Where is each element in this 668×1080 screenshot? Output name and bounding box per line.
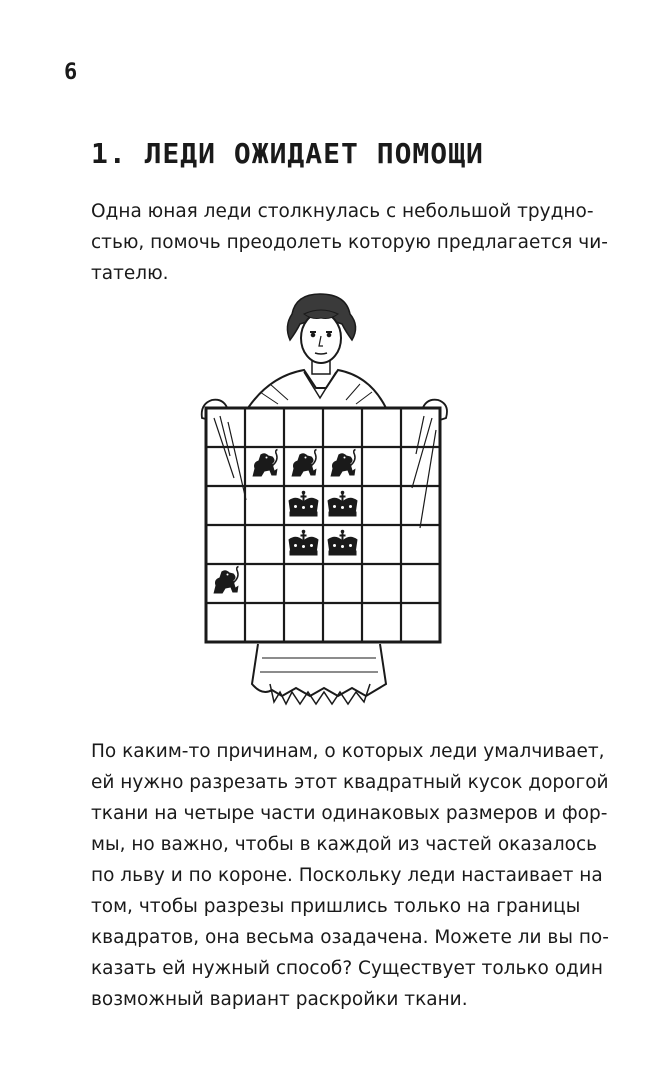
problem-line: По каким-то причинам, о которых леди умалчивает,: [91, 741, 605, 762]
checkered-cloth: [206, 408, 440, 642]
problem-paragraph: [91, 736, 609, 1015]
problem-line: ей нужно разрезать этот квадратный кусок дорогой: [91, 772, 609, 793]
illustration-svg: [200, 292, 450, 712]
problem-line: ткани на четыре части одинаковых размеров и фор-: [91, 803, 608, 824]
problem-line: квадратов, она весьма озадачена. Можете ли вы по-: [91, 927, 609, 948]
problem-line: том, чтобы разрезы пришлись только на границы: [91, 896, 581, 917]
problem-line: возможный вариант раскройки ткани.: [91, 989, 468, 1010]
lady-torso: [248, 356, 386, 408]
problem-line: казать ей нужный способ? Существует только один: [91, 958, 603, 979]
intro-line: Одна юная леди столкнулась с небольшой трудно-: [91, 201, 594, 222]
page-number: 6: [64, 60, 78, 85]
lady-holding-cloth-illustration: [200, 292, 450, 712]
problem-line: мы, но важно, чтобы в каждой из частей оказалось: [91, 834, 598, 855]
lady-skirt: [252, 644, 386, 704]
chapter-title: 1. ЛЕДИ ОЖИДАЕТ ПОМОЩИ: [91, 137, 484, 170]
intro-line: стью, помочь преодолеть которую предлагается чи-: [91, 232, 608, 253]
problem-line: по льву и по короне. Поскольку леди настаивает на: [91, 865, 603, 886]
lady-head: [287, 294, 355, 363]
intro-line: тателю.: [91, 263, 169, 284]
intro-paragraph: [91, 196, 608, 289]
